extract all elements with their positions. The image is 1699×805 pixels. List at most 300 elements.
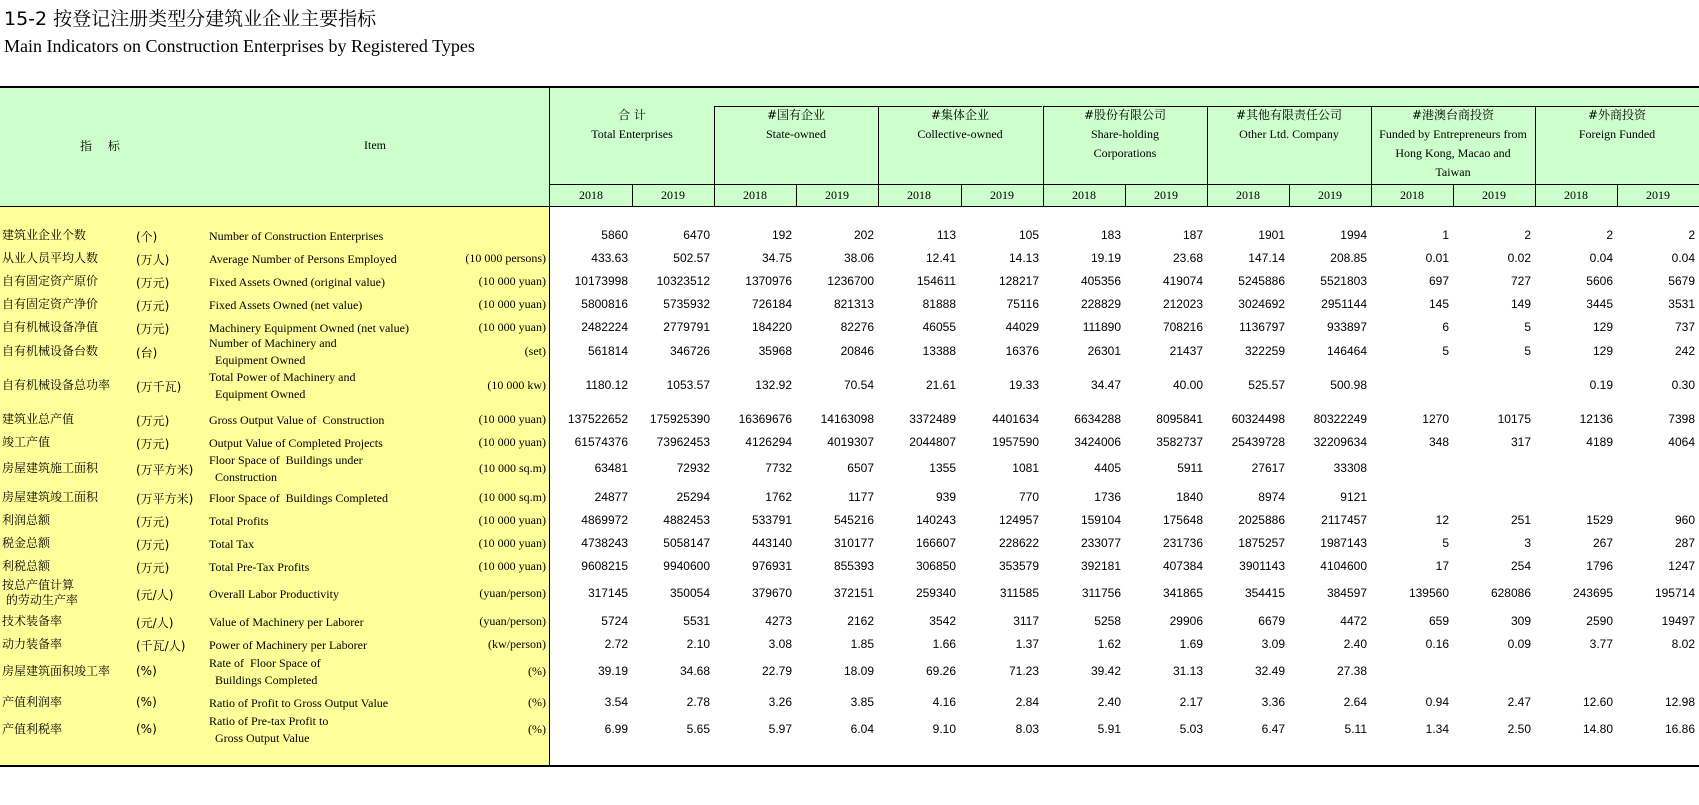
cell-value: 2.84 bbox=[1015, 695, 1039, 709]
cell-value: 19.19 bbox=[1090, 251, 1121, 265]
cell-value: 16376 bbox=[1005, 344, 1039, 358]
row-label-zh: 建筑业总产值 bbox=[2, 412, 75, 426]
cell-value: 1.34 bbox=[1425, 722, 1449, 736]
cell-value: 5.11 bbox=[1344, 722, 1367, 736]
cell-value: 1177 bbox=[848, 490, 874, 504]
row-label-zh: 自有固定资产净价 bbox=[2, 297, 99, 311]
cell-value: 5.03 bbox=[1179, 722, 1203, 736]
cell-value: 82276 bbox=[840, 320, 874, 334]
cell-value: 24877 bbox=[594, 490, 628, 504]
row-label-en: Value of Machinery per Laborer bbox=[209, 615, 364, 629]
cell-value: 533791 bbox=[751, 513, 792, 527]
cell-value: 3 bbox=[1524, 536, 1531, 550]
cell-value: 81888 bbox=[922, 297, 956, 311]
cell-value: 12 bbox=[1435, 513, 1449, 527]
cell-value: 2162 bbox=[847, 614, 874, 628]
cell-value: 27.38 bbox=[1336, 664, 1367, 678]
row-label-en: Ratio of Profit to Gross Output Value bbox=[209, 696, 389, 710]
cell-value: 2044807 bbox=[909, 435, 956, 449]
cell-value: 1.66 bbox=[932, 637, 956, 651]
cell-value: 3.08 bbox=[768, 637, 792, 651]
cell-value: 317 bbox=[1510, 435, 1531, 449]
row-label-zh: 技术装备率 bbox=[2, 614, 63, 628]
year-header: 2018 bbox=[1236, 188, 1260, 202]
cell-value: 4472 bbox=[1340, 614, 1367, 628]
cell-value: 27617 bbox=[1251, 461, 1285, 475]
row-unit-en: (set) bbox=[524, 344, 546, 358]
row-unit-en: (%) bbox=[528, 664, 546, 678]
cell-value: 9121 bbox=[1340, 490, 1367, 504]
cell-value: 21437 bbox=[1169, 344, 1203, 358]
row-label-en: Ratio of Pre-tax Profit to Gross Output Value bbox=[209, 714, 329, 745]
cell-value: 1.62 bbox=[1097, 637, 1121, 651]
cell-value: 0.04 bbox=[1589, 251, 1613, 265]
cell-value: 124957 bbox=[998, 513, 1039, 527]
cell-value: 10175 bbox=[1497, 412, 1531, 426]
cell-value: 228622 bbox=[998, 536, 1039, 550]
cell-value: 33308 bbox=[1333, 461, 1367, 475]
cell-value: 4.16 bbox=[932, 695, 956, 709]
cell-value: 35968 bbox=[758, 344, 792, 358]
cell-value: 17 bbox=[1435, 559, 1449, 573]
cell-value: 5521803 bbox=[1320, 274, 1367, 288]
cell-value: 46055 bbox=[922, 320, 956, 334]
cell-value: 5724 bbox=[601, 614, 628, 628]
cell-value: 3.77 bbox=[1589, 637, 1613, 651]
cell-value: 6634288 bbox=[1074, 412, 1121, 426]
cell-value: 10323512 bbox=[656, 274, 710, 288]
cell-value: 212023 bbox=[1162, 297, 1203, 311]
cell-value: 259340 bbox=[915, 586, 956, 600]
cell-value: 3372489 bbox=[909, 412, 956, 426]
cell-value: 147.14 bbox=[1248, 251, 1285, 265]
cell-value: 159104 bbox=[1080, 513, 1121, 527]
cell-value: 192 bbox=[771, 228, 792, 242]
year-header: 2018 bbox=[1564, 188, 1588, 202]
cell-value: 8.03 bbox=[1015, 722, 1039, 736]
row-label-zh: 利润总额 bbox=[2, 513, 51, 527]
row-label-en: Floor Space of Buildings under Construction bbox=[209, 453, 363, 484]
cell-value: 139560 bbox=[1408, 586, 1449, 600]
cell-value: 34.75 bbox=[761, 251, 792, 265]
row-unit-en: (10 000 sq.m) bbox=[479, 461, 546, 475]
cell-value: 105 bbox=[1018, 228, 1039, 242]
cell-value: 697 bbox=[1428, 274, 1449, 288]
row-label-en: Power of Machinery per Laborer bbox=[209, 638, 367, 652]
cell-value: 1875257 bbox=[1238, 536, 1285, 550]
group-header bbox=[714, 106, 878, 144]
cell-value: 1957590 bbox=[992, 435, 1039, 449]
cell-value: 737 bbox=[1674, 320, 1695, 334]
cell-value: 5245886 bbox=[1238, 274, 1285, 288]
table-title-chinese: 15-2 按登记注册类型分建筑业企业主要指标 bbox=[4, 8, 377, 30]
item-header-label: Item bbox=[364, 138, 386, 152]
cell-value: 3024692 bbox=[1238, 297, 1285, 311]
row-unit-zh: (万人) bbox=[136, 253, 170, 267]
cell-value: 3.36 bbox=[1261, 695, 1285, 709]
cell-value: 2482224 bbox=[581, 320, 628, 334]
cell-value: 1 bbox=[1442, 228, 1449, 242]
year-header: 2019 bbox=[1646, 188, 1670, 202]
cell-value: 6679 bbox=[1258, 614, 1285, 628]
cell-value: 443140 bbox=[751, 536, 792, 550]
group-header-en: Other Ltd. Company bbox=[1239, 127, 1339, 141]
cell-value: 6507 bbox=[847, 461, 874, 475]
cell-value: 29906 bbox=[1169, 614, 1203, 628]
cell-value: 166607 bbox=[915, 536, 956, 550]
group-header-en: Share-holding Corporations bbox=[1091, 127, 1159, 160]
cell-value: 208.85 bbox=[1330, 251, 1367, 265]
group-header bbox=[1207, 106, 1371, 144]
cell-value: 31.13 bbox=[1172, 664, 1203, 678]
group-header-en: State-owned bbox=[766, 127, 826, 141]
row-label-zh: 产值利润率 bbox=[2, 695, 63, 709]
cell-value: 1.69 bbox=[1179, 637, 1203, 651]
row-unit-en: (10 000 yuan) bbox=[478, 297, 546, 311]
row-label-en: Output Value of Completed Projects bbox=[209, 436, 383, 450]
row-unit-zh: (万平方米) bbox=[136, 463, 194, 477]
cell-value: 346726 bbox=[669, 344, 710, 358]
cell-value: 202 bbox=[853, 228, 874, 242]
cell-value: 939 bbox=[935, 490, 956, 504]
cell-value: 183 bbox=[1100, 228, 1121, 242]
row-label-en: Gross Output Value of Construction bbox=[209, 413, 385, 427]
cell-value: 0.01 bbox=[1425, 251, 1449, 265]
cell-value: 5.91 bbox=[1097, 722, 1121, 736]
group-header bbox=[1371, 106, 1535, 182]
cell-value: 9940600 bbox=[663, 559, 710, 573]
cell-value: 350054 bbox=[669, 586, 710, 600]
group-header-en: Funded by Entrepreneurs from Hong Kong, Macao and Taiwan bbox=[1379, 127, 1527, 179]
row-label-zh: 利税总额 bbox=[2, 559, 51, 573]
cell-value: 3.26 bbox=[768, 695, 792, 709]
row-label-en: Number of Machinery and Equipment Owned bbox=[209, 336, 337, 367]
row-unit-zh: (元/人) bbox=[136, 588, 174, 602]
cell-value: 405356 bbox=[1080, 274, 1121, 288]
group-header-zh: 合 计 bbox=[618, 108, 646, 122]
row-label-zh: 房屋建筑施工面积 bbox=[2, 461, 99, 475]
cell-value: 419074 bbox=[1162, 274, 1203, 288]
cell-value: 23.68 bbox=[1172, 251, 1203, 265]
cell-value: 4401634 bbox=[992, 412, 1039, 426]
row-unit-zh: (万元) bbox=[136, 299, 170, 313]
cell-value: 4064 bbox=[1668, 435, 1695, 449]
group-header bbox=[1043, 106, 1207, 163]
group-header bbox=[878, 106, 1042, 144]
cell-value: 63481 bbox=[594, 461, 628, 475]
row-unit-en: (10 000 yuan) bbox=[478, 274, 546, 288]
cell-value: 39.42 bbox=[1090, 664, 1121, 678]
row-label-en: Fixed Assets Owned (net value) bbox=[209, 298, 363, 312]
cell-value: 254 bbox=[1510, 559, 1531, 573]
cell-value: 1987143 bbox=[1320, 536, 1367, 550]
cell-value: 19497 bbox=[1661, 614, 1695, 628]
cell-value: 392181 bbox=[1080, 559, 1121, 573]
cell-value: 2.47 bbox=[1507, 695, 1531, 709]
cell-value: 727 bbox=[1510, 274, 1531, 288]
cell-value: 309 bbox=[1510, 614, 1531, 628]
row-unit-zh: (元/人) bbox=[136, 616, 174, 630]
cell-value: 341865 bbox=[1162, 586, 1203, 600]
row-label-en: Number of Construction Enterprises bbox=[209, 229, 384, 243]
cell-value: 3531 bbox=[1668, 297, 1695, 311]
cell-value: 3.85 bbox=[850, 695, 874, 709]
cell-value: 5911 bbox=[1177, 461, 1203, 475]
cell-value: 14163098 bbox=[820, 412, 874, 426]
cell-value: 4189 bbox=[1586, 435, 1613, 449]
cell-value: 545216 bbox=[833, 513, 874, 527]
cell-value: 0.04 bbox=[1671, 251, 1695, 265]
year-header: 2018 bbox=[1400, 188, 1424, 202]
cell-value: 1.37 bbox=[1015, 637, 1039, 651]
cell-value: 5735932 bbox=[663, 297, 710, 311]
cell-value: 348 bbox=[1428, 435, 1449, 449]
cell-value: 5679 bbox=[1668, 274, 1695, 288]
cell-value: 1355 bbox=[929, 461, 956, 475]
cell-value: 40.00 bbox=[1172, 378, 1203, 392]
row-label-en: Fixed Assets Owned (original value) bbox=[209, 275, 385, 289]
cell-value: 1736 bbox=[1094, 490, 1121, 504]
cell-value: 2.10 bbox=[686, 637, 710, 651]
cell-value: 3445 bbox=[1586, 297, 1613, 311]
row-label-zh: 自有机械设备台数 bbox=[2, 344, 99, 358]
cell-value: 243695 bbox=[1572, 586, 1613, 600]
cell-value: 12136 bbox=[1579, 412, 1613, 426]
cell-value: 6.99 bbox=[604, 722, 628, 736]
cell-value: 184220 bbox=[751, 320, 792, 334]
cell-value: 6 bbox=[1442, 320, 1449, 334]
cell-value: 12.98 bbox=[1664, 695, 1695, 709]
cell-value: 3.54 bbox=[604, 695, 628, 709]
cell-value: 433.63 bbox=[591, 251, 628, 265]
group-header-en: Collective-owned bbox=[917, 127, 1003, 141]
cell-value: 12.60 bbox=[1582, 695, 1613, 709]
row-label-en: Total Power of Machinery and Equipment Owned bbox=[209, 370, 356, 401]
cell-value: 154611 bbox=[916, 274, 956, 288]
cell-value: 5606 bbox=[1586, 274, 1613, 288]
cell-value: 1840 bbox=[1176, 490, 1203, 504]
cell-value: 5 bbox=[1442, 536, 1449, 550]
cell-value: 3117 bbox=[1013, 614, 1039, 628]
year-header: 2019 bbox=[1154, 188, 1178, 202]
cell-value: 1180.12 bbox=[585, 378, 628, 392]
cell-value: 1247 bbox=[1668, 559, 1695, 573]
row-unit-zh: (个) bbox=[136, 230, 158, 244]
cell-value: 3.09 bbox=[1261, 637, 1285, 651]
row-label-en: Floor Space of Buildings Completed bbox=[209, 491, 388, 505]
group-header bbox=[1535, 106, 1699, 144]
row-unit-en: (10 000 yuan) bbox=[478, 536, 546, 550]
row-unit-zh: (万元) bbox=[136, 276, 170, 290]
cell-value: 1994 bbox=[1340, 228, 1367, 242]
year-header: 2019 bbox=[825, 188, 849, 202]
cell-value: 5860 bbox=[601, 228, 628, 242]
cell-value: 8.02 bbox=[1671, 637, 1695, 651]
cell-value: 855393 bbox=[833, 559, 874, 573]
cell-value: 0.19 bbox=[1589, 378, 1613, 392]
cell-value: 61574376 bbox=[574, 435, 628, 449]
cell-value: 7398 bbox=[1668, 412, 1695, 426]
cell-value: 2.78 bbox=[686, 695, 710, 709]
row-label-zh: 自有机械设备净值 bbox=[2, 320, 99, 334]
cell-value: 14.80 bbox=[1582, 722, 1613, 736]
cell-value: 1796 bbox=[1586, 559, 1613, 573]
cell-value: 1370976 bbox=[745, 274, 792, 288]
cell-value: 5800816 bbox=[581, 297, 628, 311]
cell-value: 21.61 bbox=[925, 378, 956, 392]
row-unit-en: (10 000 yuan) bbox=[478, 435, 546, 449]
row-label-zh: 房屋建筑竣工面积 bbox=[2, 490, 99, 504]
indicator-header-label: 指 标 bbox=[80, 139, 126, 153]
cell-value: 228829 bbox=[1080, 297, 1121, 311]
cell-value: 149 bbox=[1510, 297, 1531, 311]
row-label-zh: 按总产值计算 的劳动生产率 bbox=[2, 578, 78, 607]
cell-value: 502.57 bbox=[673, 251, 710, 265]
cell-value: 175925390 bbox=[649, 412, 710, 426]
group-header-zh: #外商投资 bbox=[1587, 108, 1647, 122]
cell-value: 38.06 bbox=[843, 251, 874, 265]
cell-value: 44029 bbox=[1005, 320, 1039, 334]
cell-value: 12.41 bbox=[925, 251, 956, 265]
cell-value: 5 bbox=[1524, 320, 1531, 334]
cell-value: 561814 bbox=[587, 344, 628, 358]
row-label-zh: 房屋建筑面积竣工率 bbox=[2, 664, 111, 678]
cell-value: 306850 bbox=[915, 559, 956, 573]
year-header: 2018 bbox=[907, 188, 931, 202]
cell-value: 4104600 bbox=[1320, 559, 1367, 573]
group-header-zh: #港澳台商投资 bbox=[1411, 108, 1495, 122]
cell-value: 4273 bbox=[765, 614, 792, 628]
cell-value: 317145 bbox=[587, 586, 628, 600]
cell-value: 5.65 bbox=[686, 722, 710, 736]
bottom-rule bbox=[0, 765, 1699, 767]
cell-value: 379670 bbox=[751, 586, 792, 600]
row-unit-en: (10 000 yuan) bbox=[478, 513, 546, 527]
row-unit-en: (10 000 yuan) bbox=[478, 320, 546, 334]
cell-value: 145 bbox=[1428, 297, 1449, 311]
cell-value: 407384 bbox=[1162, 559, 1203, 573]
cell-value: 25294 bbox=[676, 490, 710, 504]
cell-value: 2951144 bbox=[1321, 297, 1367, 311]
cell-value: 8095841 bbox=[1156, 412, 1203, 426]
cell-value: 3901143 bbox=[1239, 559, 1285, 573]
cell-value: 0.16 bbox=[1425, 637, 1449, 651]
row-unit-zh: (千瓦/人) bbox=[136, 639, 186, 653]
row-unit-en: (%) bbox=[528, 722, 546, 736]
row-label-en: Total Pre-Tax Profits bbox=[209, 560, 310, 574]
cell-value: 628086 bbox=[1490, 586, 1531, 600]
cell-value: 73962453 bbox=[656, 435, 710, 449]
cell-value: 72932 bbox=[676, 461, 710, 475]
cell-value: 5058147 bbox=[663, 536, 710, 550]
cell-value: 311756 bbox=[1081, 586, 1121, 600]
row-unit-en: (10 000 sq.m) bbox=[479, 490, 546, 504]
cell-value: 5 bbox=[1442, 344, 1449, 358]
row-unit-zh: (万元) bbox=[136, 538, 170, 552]
row-unit-zh: (%) bbox=[136, 664, 157, 678]
cell-value: 111890 bbox=[1082, 320, 1121, 334]
cell-value: 384597 bbox=[1326, 586, 1367, 600]
cell-value: 2 bbox=[1688, 228, 1695, 242]
cell-value: 2 bbox=[1524, 228, 1531, 242]
row-unit-en: (10 000 persons) bbox=[465, 251, 546, 265]
cell-value: 2.40 bbox=[1097, 695, 1121, 709]
cell-value: 32209634 bbox=[1313, 435, 1367, 449]
cell-value: 3542 bbox=[929, 614, 956, 628]
cell-value: 310177 bbox=[833, 536, 874, 550]
cell-value: 113 bbox=[936, 228, 956, 242]
cell-value: 6.04 bbox=[850, 722, 874, 736]
cell-value: 9.10 bbox=[932, 722, 956, 736]
cell-value: 3582737 bbox=[1156, 435, 1203, 449]
group-header bbox=[550, 106, 714, 144]
cell-value: 2.17 bbox=[1179, 695, 1203, 709]
cell-value: 175648 bbox=[1162, 513, 1203, 527]
cell-value: 708216 bbox=[1162, 320, 1203, 334]
cell-value: 34.68 bbox=[679, 664, 710, 678]
cell-value: 354415 bbox=[1244, 586, 1285, 600]
cell-value: 2025886 bbox=[1238, 513, 1285, 527]
cell-value: 0.02 bbox=[1507, 251, 1531, 265]
cell-value: 80322249 bbox=[1313, 412, 1367, 426]
cell-value: 4869972 bbox=[581, 513, 628, 527]
group-header-zh: #股份有限公司 bbox=[1083, 108, 1167, 122]
cell-value: 60324498 bbox=[1231, 412, 1285, 426]
row-unit-zh: (%) bbox=[136, 695, 157, 709]
row-label-zh: 产值利税率 bbox=[2, 722, 63, 736]
cell-value: 2590 bbox=[1586, 614, 1613, 628]
cell-value: 195714 bbox=[1654, 586, 1695, 600]
cell-value: 1136797 bbox=[1239, 320, 1285, 334]
cell-value: 311585 bbox=[999, 586, 1039, 600]
row-label-zh: 建筑业企业个数 bbox=[2, 228, 87, 242]
year-header: 2018 bbox=[743, 188, 767, 202]
year-header: 2019 bbox=[1482, 188, 1506, 202]
cell-value: 1236700 bbox=[827, 274, 874, 288]
cell-value: 4126294 bbox=[745, 435, 792, 449]
cell-value: 5.97 bbox=[768, 722, 792, 736]
cell-value: 146464 bbox=[1326, 344, 1367, 358]
row-unit-zh: (万元) bbox=[136, 437, 170, 451]
cell-value: 20846 bbox=[840, 344, 874, 358]
cell-value: 34.47 bbox=[1090, 378, 1121, 392]
cell-value: 659 bbox=[1428, 614, 1449, 628]
cell-value: 267 bbox=[1592, 536, 1613, 550]
row-unit-zh: (台) bbox=[136, 346, 158, 360]
cell-value: 976931 bbox=[751, 559, 792, 573]
cell-value: 231736 bbox=[1162, 536, 1203, 550]
cell-value: 2.40 bbox=[1343, 637, 1367, 651]
cell-value: 10173998 bbox=[574, 274, 628, 288]
cell-value: 1081 bbox=[1012, 461, 1039, 475]
cell-value: 372151 bbox=[833, 586, 874, 600]
group-header-en: Total Enterprises bbox=[591, 127, 673, 141]
row-label-zh: 竣工产值 bbox=[2, 435, 51, 449]
cell-value: 71.23 bbox=[1008, 664, 1039, 678]
row-unit-en: (%) bbox=[528, 695, 546, 709]
cell-value: 1762 bbox=[765, 490, 792, 504]
cell-value: 8974 bbox=[1258, 490, 1285, 504]
row-label-zh: 自有机械设备总功率 bbox=[2, 378, 111, 392]
cell-value: 1053.57 bbox=[666, 378, 710, 392]
year-header: 2019 bbox=[661, 188, 685, 202]
cell-value: 69.26 bbox=[925, 664, 956, 678]
cell-value: 0.30 bbox=[1671, 378, 1695, 392]
row-label-zh: 从业人员平均人数 bbox=[2, 251, 99, 265]
row-unit-en: (yuan/person) bbox=[479, 586, 546, 600]
group-header-zh: #国有企业 bbox=[766, 108, 826, 122]
cell-value: 16369676 bbox=[738, 412, 792, 426]
